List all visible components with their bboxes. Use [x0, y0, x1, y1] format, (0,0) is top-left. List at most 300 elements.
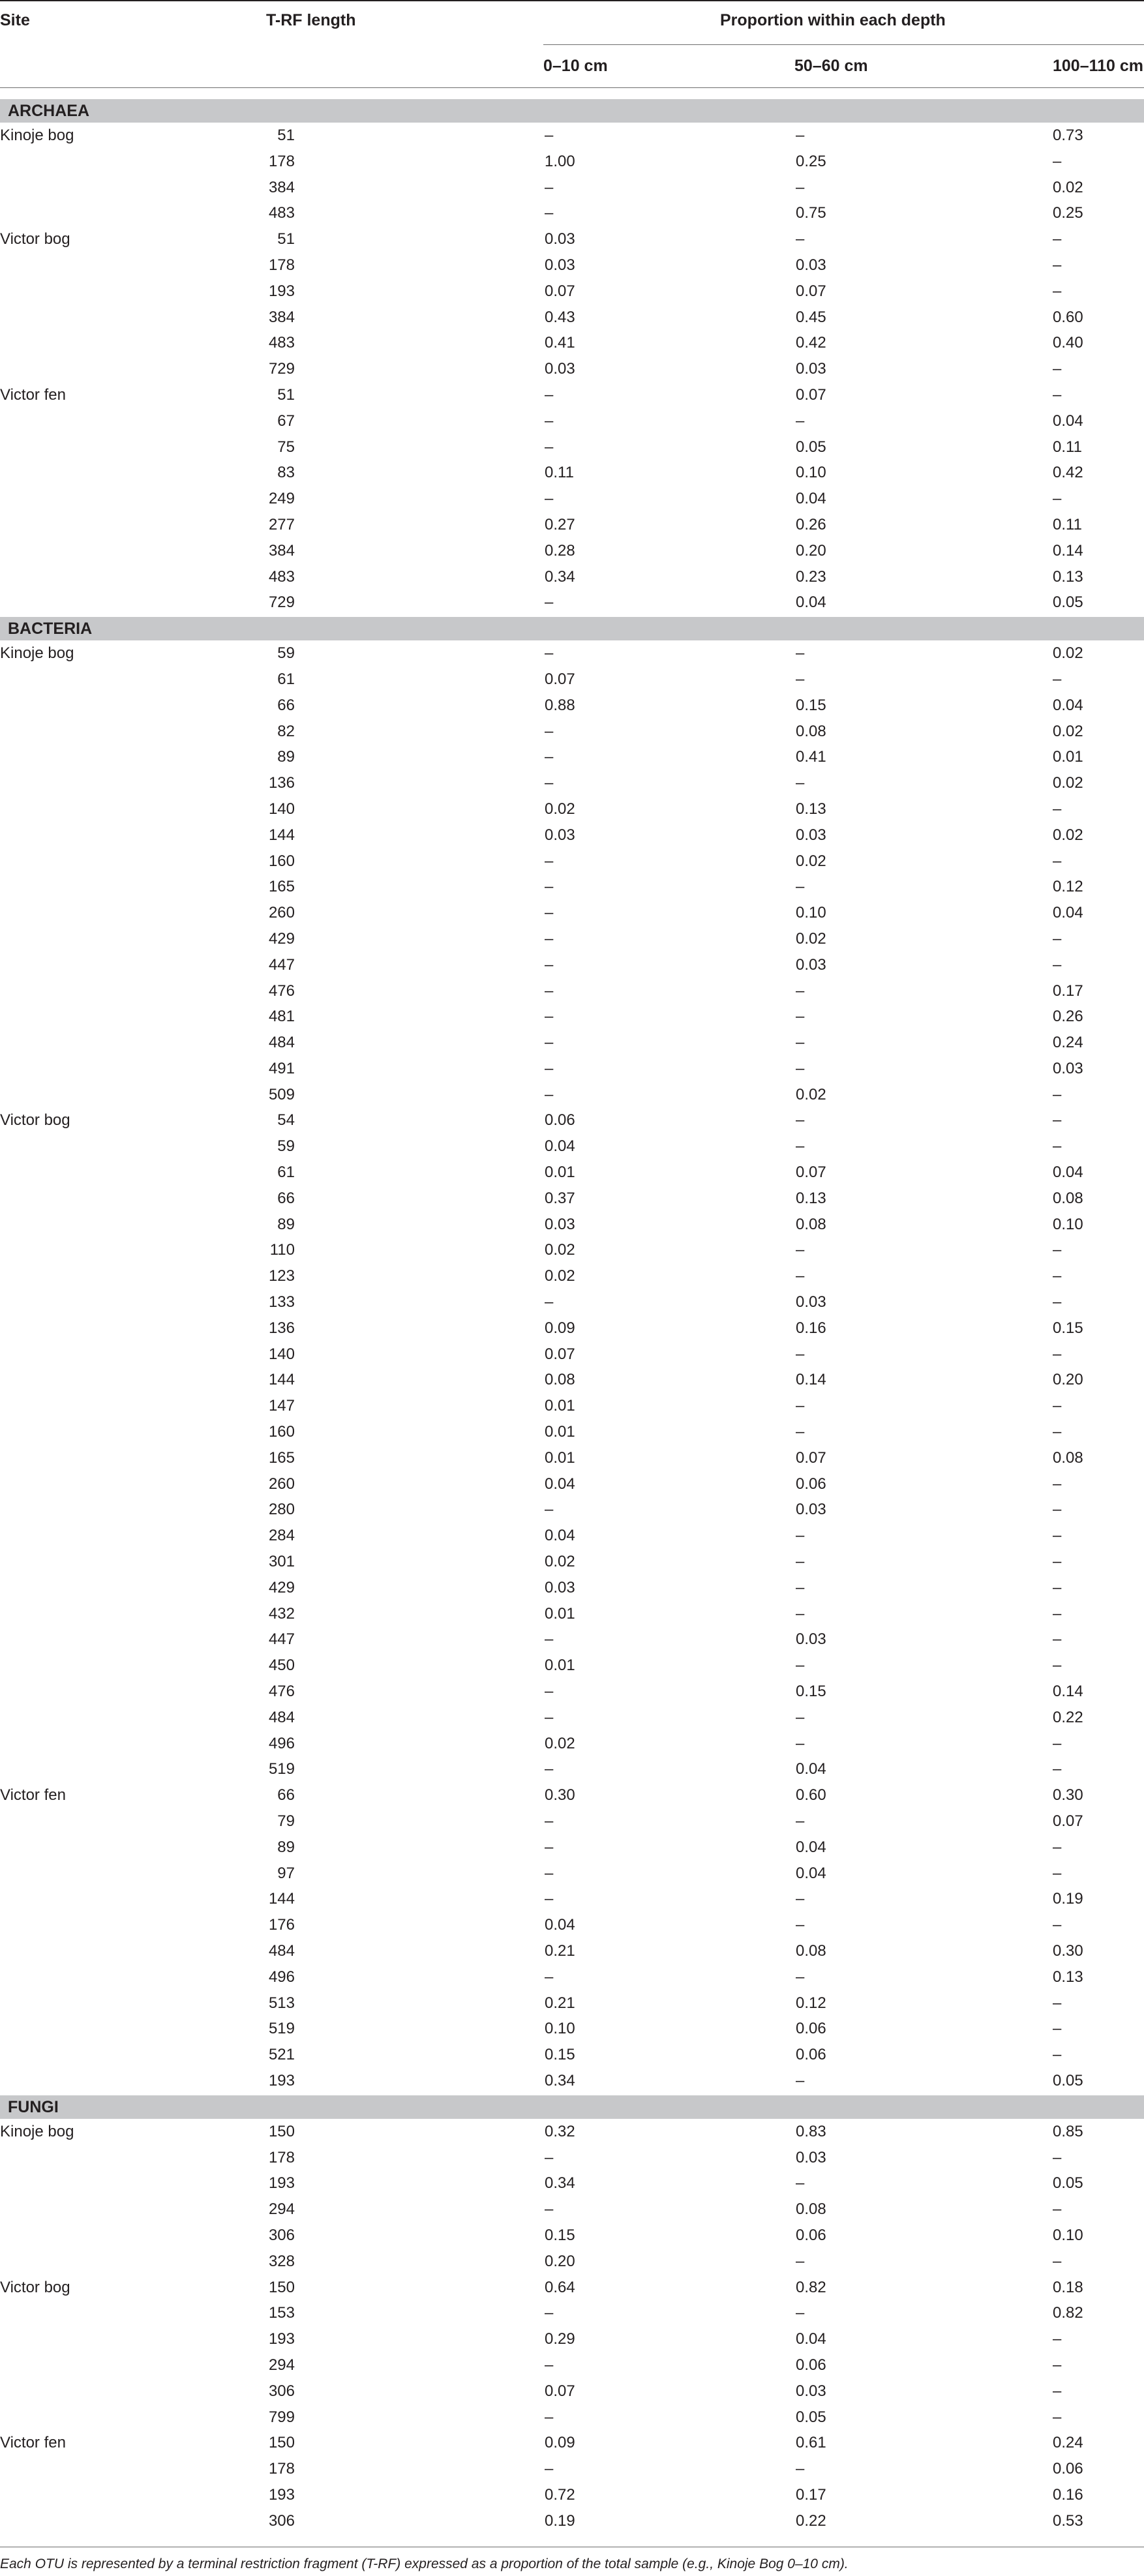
depth-50-60-cell: – [796, 644, 805, 663]
depth-0-10-cell: – [545, 1812, 554, 1830]
trf-length-cell: 306 [268, 2226, 295, 2244]
trf-length-cell: 147 [268, 1397, 295, 1415]
table-row [0, 1107, 1144, 1133]
trf-length-cell: 178 [268, 2148, 295, 2166]
depth-100-110-cell: – [1053, 2408, 1062, 2426]
trf-length-cell: 799 [268, 2408, 295, 2426]
table-row [0, 2352, 1144, 2378]
depth-0-10-cell: 0.72 [545, 2485, 575, 2504]
depth-0-10-cell: 0.02 [545, 1553, 575, 1571]
trf-length-cell: 484 [268, 1941, 295, 1960]
depth-50-60-cell: 0.75 [796, 204, 826, 222]
depth-50-60-cell: – [796, 1708, 805, 1726]
depth-100-110-cell: – [1053, 1397, 1062, 1415]
table-row [0, 149, 1144, 175]
table-row [0, 770, 1144, 796]
depth-50-60-cell: – [796, 1527, 805, 1545]
depth-0-10-cell: 0.08 [545, 1371, 575, 1389]
depth-50-60-cell: – [796, 1423, 805, 1441]
depth-50-60-cell: 0.06 [796, 2356, 826, 2374]
section-band-archaea: ARCHAEA [0, 99, 1144, 123]
depth-0-10-cell: 0.30 [545, 1786, 575, 1805]
table-row [0, 2378, 1144, 2404]
depth-50-60-cell: – [796, 878, 805, 896]
depth-0-10-cell: 0.07 [545, 1345, 575, 1363]
depth-0-10-cell: 0.19 [545, 2511, 575, 2530]
trf-length-cell: 150 [268, 2122, 295, 2140]
depth-50-60-cell: 0.22 [796, 2511, 826, 2530]
depth-100-110-cell: – [1053, 385, 1062, 404]
depth-50-60-cell: – [796, 1111, 805, 1130]
table-row [0, 2456, 1144, 2482]
table-row [0, 356, 1144, 382]
depth-100-110-cell: – [1053, 1630, 1062, 1649]
table-row [0, 796, 1144, 822]
table-row [0, 2275, 1144, 2301]
depth-0-10-cell: 0.11 [545, 464, 574, 482]
table-row [0, 1964, 1144, 1990]
depth-0-10-cell: – [545, 1059, 554, 1077]
depth-100-110-cell: – [1053, 230, 1062, 248]
trf-length-cell: 193 [268, 2071, 295, 2089]
depth-50-60-cell: 0.03 [796, 360, 826, 378]
depth-50-60-cell: – [796, 2252, 805, 2270]
trf-length-cell: 75 [277, 438, 295, 456]
depth-50-60-cell: 0.17 [796, 2485, 826, 2504]
trf-length-cell: 384 [268, 308, 295, 326]
depth-100-110-cell: 0.22 [1053, 1708, 1083, 1726]
depth-50-60-cell: 0.04 [796, 593, 826, 612]
depth-50-60-cell: – [796, 1059, 805, 1077]
depth-50-60-cell: – [796, 1397, 805, 1415]
site-cell: Victor fen [0, 1786, 66, 1805]
depth-header-rule [543, 44, 1144, 45]
depth-0-10-cell: 0.43 [545, 308, 575, 326]
table-row [0, 486, 1144, 512]
depth-100-110-cell: – [1053, 1293, 1062, 1311]
depth-0-10-cell: – [545, 981, 554, 1000]
depth-100-110-cell: 0.04 [1053, 1163, 1083, 1182]
depth-100-110-cell: – [1053, 1578, 1062, 1596]
table-row [0, 1679, 1144, 1705]
trf-length-cell: 61 [277, 1163, 295, 1182]
depth-50-60-cell: 0.04 [796, 1760, 826, 1778]
depth-50-60-cell: 0.61 [796, 2434, 826, 2452]
depth-100-110-cell: 0.19 [1053, 1890, 1083, 1908]
depth-50-60-cell: – [796, 1553, 805, 1571]
depth-0-10-cell: 0.15 [545, 2226, 575, 2244]
site-cell: Victor fen [0, 385, 66, 404]
depth-50-60-cell: 0.15 [796, 696, 826, 714]
depth-50-60-cell: 0.06 [796, 2226, 826, 2244]
depth-100-110-cell: – [1053, 852, 1062, 870]
trf-length-cell: 193 [268, 282, 295, 300]
site-cell: Kinoje bog [0, 2122, 74, 2140]
proportion-header: Proportion within each depth [720, 11, 946, 29]
depth-100-110-cell: – [1053, 1838, 1062, 1856]
depth-100-110-cell: – [1053, 1760, 1062, 1778]
depth-50-60-cell: – [796, 1734, 805, 1752]
depth-0-10-cell: 0.02 [545, 1734, 575, 1752]
trf-length-cell: 97 [277, 1864, 295, 1882]
depth-50-60-cell: 0.10 [796, 464, 826, 482]
depth-50-60-cell: – [796, 981, 805, 1000]
depth-100-110-cell: 0.53 [1053, 2511, 1083, 2530]
depth-100-110-cell: 0.03 [1053, 1059, 1083, 1077]
table-row [0, 2508, 1144, 2534]
depth-100-110-cell: – [1053, 282, 1062, 300]
depth-50-60-cell: – [796, 1034, 805, 1052]
trf-length-cell: 193 [268, 2330, 295, 2348]
depth-0-10-cell: – [545, 1501, 554, 1519]
table-row [0, 2223, 1144, 2249]
trf-length-cell: 89 [277, 748, 295, 766]
depth-50-60-cell: 0.03 [796, 2382, 826, 2400]
table-row [0, 822, 1144, 848]
table-row [0, 512, 1144, 538]
depth-0-10-cell: 0.29 [545, 2330, 575, 2348]
depth-50-60-cell: 0.03 [796, 955, 826, 974]
trf-length-cell: 429 [268, 1578, 295, 1596]
trf-column-header: T-RF length [266, 11, 356, 29]
depth-0-10-cell: 0.02 [545, 1241, 575, 1259]
depth-100-110-cell: 0.02 [1053, 178, 1083, 196]
trf-length-cell: 328 [268, 2252, 295, 2270]
trf-length-cell: 481 [268, 1008, 295, 1026]
table-row [0, 926, 1144, 952]
table-row [0, 1212, 1144, 1238]
trf-length-cell: 165 [268, 1448, 295, 1467]
table-row [0, 1315, 1144, 1341]
trf-length-cell: 140 [268, 800, 295, 818]
depth-100-110-cell: – [1053, 929, 1062, 948]
trf-length-cell: 89 [277, 1838, 295, 1856]
trf-length-cell: 66 [277, 1189, 295, 1207]
depth-0-10-cell: – [545, 1968, 554, 1986]
depth-50-60-cell: 0.82 [796, 2278, 826, 2296]
depth-100-110-cell: – [1053, 490, 1062, 508]
table-row [0, 1341, 1144, 1368]
depth-0-10-cell: 0.28 [545, 541, 575, 560]
depth-50-60-cell: – [796, 1916, 805, 1934]
depth-100-110-cell: 0.06 [1053, 2460, 1083, 2478]
trf-length-cell: 483 [268, 334, 295, 352]
table-row [0, 408, 1144, 434]
table-row [0, 1549, 1144, 1575]
trf-length-cell: 496 [268, 1968, 295, 1986]
depth-50-60-cell: 0.23 [796, 567, 826, 586]
table-row [0, 1990, 1144, 2016]
depth-50-60-cell: 0.06 [796, 1475, 826, 1493]
depth-100-110-cell: 0.11 [1053, 438, 1082, 456]
trf-length-cell: 59 [277, 1137, 295, 1156]
depth-50-60-cell: 0.13 [796, 800, 826, 818]
depth-100-110-cell: – [1053, 1734, 1062, 1752]
table-row [0, 952, 1144, 978]
table-row [0, 1237, 1144, 1263]
trf-length-cell: 483 [268, 567, 295, 586]
table-row [0, 2170, 1144, 2196]
table-row [0, 2326, 1144, 2352]
table-row [0, 848, 1144, 875]
site-cell: Victor fen [0, 2434, 66, 2452]
table-row [0, 538, 1144, 564]
depth-50-60-cell: 0.04 [796, 2330, 826, 2348]
trf-length-cell: 67 [277, 412, 295, 430]
trf-length-cell: 496 [268, 1734, 295, 1752]
depth-0-10-cell: 0.37 [545, 1189, 575, 1207]
depth-100-110-cell: 0.05 [1053, 593, 1083, 612]
trf-length-cell: 83 [277, 464, 295, 482]
depth-0-10-cell: – [545, 929, 554, 948]
depth-0-10-cell: 0.04 [545, 1475, 575, 1493]
trf-length-cell: 521 [268, 2046, 295, 2064]
depth-0-10-cell: – [545, 438, 554, 456]
depth-100-110-cell: – [1053, 1527, 1062, 1545]
table-row [0, 1497, 1144, 1523]
table-row [0, 2300, 1144, 2326]
depth-100-110-cell: 0.08 [1053, 1189, 1083, 1207]
trf-length-cell: 144 [268, 826, 295, 844]
depth-0-10-cell: – [545, 178, 554, 196]
depth-50-60-cell: – [796, 127, 805, 144]
depth-0-10-cell: – [545, 2304, 554, 2322]
depth-100-110-cell: – [1053, 1553, 1062, 1571]
depth-100-110-cell: 0.10 [1053, 1215, 1083, 1233]
depth-0-10-cell: – [545, 1890, 554, 1908]
table-row [0, 874, 1144, 900]
depth-50-60-cell: – [796, 670, 805, 688]
trf-length-cell: 160 [268, 1423, 295, 1441]
depth-100-110-cell: 0.17 [1053, 981, 1083, 1000]
table-row [0, 1367, 1144, 1393]
depth-100-110-cell: 0.73 [1053, 127, 1083, 144]
depth-0-10-cell: – [545, 412, 554, 430]
depth-50-60-cell: 0.07 [796, 1448, 826, 1467]
table-row [0, 1419, 1144, 1445]
depth-100-110-cell: 0.08 [1053, 1448, 1083, 1467]
depth-50-60-cell: 0.15 [796, 1683, 826, 1701]
depth-0-10-cell: 0.03 [545, 256, 575, 274]
depth-100-110-cell: 0.40 [1053, 334, 1083, 352]
depth-100-110-cell: 0.01 [1053, 748, 1083, 766]
table-row [0, 900, 1144, 926]
table-row [0, 1082, 1144, 1108]
depth-100-110-cell: – [1053, 360, 1062, 378]
depth-50-60-cell: 0.20 [796, 541, 826, 560]
depth-100-110-cell: 0.24 [1053, 1034, 1083, 1052]
table-row [0, 1731, 1144, 1757]
depth-100-110-cell: 0.13 [1053, 567, 1083, 586]
trf-length-cell: 306 [268, 2511, 295, 2530]
table-row [0, 1004, 1144, 1030]
depth-0-10-cell: 0.03 [545, 1215, 575, 1233]
depth-0-10-cell: – [545, 490, 554, 508]
depth-50-60-cell: 0.02 [796, 1085, 826, 1103]
depth-0-10-cell: – [545, 2356, 554, 2374]
depth-0-10-cell: – [545, 1838, 554, 1856]
table-row [0, 2249, 1144, 2275]
depth-50-60-cell: – [796, 2460, 805, 2478]
trf-length-cell: 176 [268, 1916, 295, 1934]
table-row [0, 2482, 1144, 2508]
table-row [0, 1289, 1144, 1315]
header-bottom-rule [0, 87, 1144, 88]
table-row [0, 305, 1144, 331]
depth-100-110-cell: 0.11 [1053, 515, 1082, 533]
depth-100-110-cell: 0.02 [1053, 722, 1083, 740]
site-cell: Kinoje bog [0, 127, 74, 144]
depth-50-60-cell: 0.08 [796, 722, 826, 740]
depth-0-10-cell: – [545, 385, 554, 404]
depth-header-50-60: 50–60 cm [794, 57, 868, 75]
depth-100-110-cell: 0.14 [1053, 1683, 1083, 1701]
trf-length-cell: 294 [268, 2200, 295, 2219]
depth-0-10-cell: – [545, 1683, 554, 1701]
depth-0-10-cell: – [545, 722, 554, 740]
trf-length-cell: 729 [268, 593, 295, 612]
depth-0-10-cell: 0.34 [545, 567, 575, 586]
trf-length-cell: 140 [268, 1345, 295, 1363]
trf-length-cell: 123 [268, 1267, 295, 1285]
depth-50-60-cell: – [796, 1008, 805, 1026]
depth-100-110-cell: 0.26 [1053, 1008, 1083, 1026]
depth-0-10-cell: 0.15 [545, 2046, 575, 2064]
depth-50-60-cell: 0.03 [796, 826, 826, 844]
trf-length-cell: 89 [277, 1215, 295, 1233]
table-row [0, 564, 1144, 590]
table-row [0, 1653, 1144, 1679]
trf-length-cell: 82 [277, 722, 295, 740]
depth-0-10-cell: 0.41 [545, 334, 575, 352]
trf-length-cell: 476 [268, 1683, 295, 1701]
table-row [0, 640, 1144, 666]
depth-50-60-cell: 0.06 [796, 2020, 826, 2038]
depth-header-0-10: 0–10 cm [543, 57, 608, 75]
depth-0-10-cell: 0.32 [545, 2122, 575, 2140]
trf-length-cell: 280 [268, 1501, 295, 1519]
depth-100-110-cell: 0.20 [1053, 1371, 1083, 1389]
trf-length-cell: 277 [268, 515, 295, 533]
trf-length-cell: 66 [277, 1786, 295, 1805]
depth-100-110-cell: 0.14 [1053, 541, 1083, 560]
table-row [0, 2196, 1144, 2223]
depth-0-10-cell: – [545, 1708, 554, 1726]
trf-length-cell: 150 [268, 2278, 295, 2296]
depth-100-110-cell: 0.16 [1053, 2485, 1083, 2504]
trf-length-cell: 133 [268, 1293, 295, 1311]
depth-50-60-cell: 0.08 [796, 1941, 826, 1960]
trf-length-cell: 178 [268, 2460, 295, 2478]
trf-length-cell: 384 [268, 541, 295, 560]
depth-0-10-cell: – [545, 2148, 554, 2166]
depth-0-10-cell: 0.02 [545, 1267, 575, 1285]
depth-0-10-cell: 0.01 [545, 1604, 575, 1623]
depth-50-60-cell: 0.03 [796, 1501, 826, 1519]
trf-length-cell: 306 [268, 2382, 295, 2400]
depth-50-60-cell: 0.13 [796, 1189, 826, 1207]
trf-length-cell: 51 [277, 127, 295, 144]
trf-length-cell: 301 [268, 1553, 295, 1571]
site-column-header: Site [0, 11, 30, 29]
table-row [0, 2404, 1144, 2431]
depth-0-10-cell: – [545, 644, 554, 663]
table-row [0, 2430, 1144, 2456]
depth-100-110-cell: – [1053, 2020, 1062, 2038]
depth-100-110-cell: 0.15 [1053, 1319, 1083, 1337]
depth-100-110-cell: 0.04 [1053, 696, 1083, 714]
table-row [0, 1601, 1144, 1627]
depth-100-110-cell: – [1053, 2252, 1062, 2270]
depth-50-60-cell: – [796, 1267, 805, 1285]
table-row [0, 1626, 1144, 1653]
depth-0-10-cell: 0.01 [545, 1163, 575, 1182]
depth-100-110-cell: – [1053, 2148, 1062, 2166]
depth-0-10-cell: 0.03 [545, 360, 575, 378]
table-row [0, 1912, 1144, 1938]
table-row [0, 2119, 1144, 2145]
table-row [0, 1263, 1144, 1289]
site-cell: Kinoje bog [0, 644, 74, 663]
trf-length-cell: 729 [268, 360, 295, 378]
depth-100-110-cell: – [1053, 955, 1062, 974]
depth-0-10-cell: 0.09 [545, 1319, 575, 1337]
depth-0-10-cell: 0.06 [545, 1111, 575, 1130]
depth-0-10-cell: 0.88 [545, 696, 575, 714]
depth-100-110-cell: 0.42 [1053, 464, 1083, 482]
table-top-rule [0, 0, 1144, 1]
depth-100-110-cell: 0.04 [1053, 904, 1083, 922]
depth-0-10-cell: – [545, 127, 554, 144]
depth-50-60-cell: 0.04 [796, 1864, 826, 1882]
depth-0-10-cell: – [545, 1864, 554, 1882]
depth-100-110-cell: – [1053, 1111, 1062, 1130]
trf-length-cell: 519 [268, 1760, 295, 1778]
table-row [0, 1030, 1144, 1056]
section-band-fungi: FUNGI [0, 2095, 1144, 2119]
table-row [0, 434, 1144, 460]
depth-0-10-cell: 0.07 [545, 2382, 575, 2400]
depth-0-10-cell: 0.07 [545, 670, 575, 688]
table-row [0, 1886, 1144, 1912]
depth-0-10-cell: 0.07 [545, 282, 575, 300]
depth-header-100-110: 100–110 cm [1053, 57, 1144, 75]
depth-100-110-cell: 0.82 [1053, 2304, 1083, 2322]
trf-length-cell: 144 [268, 1890, 295, 1908]
depth-0-10-cell: 0.02 [545, 800, 575, 818]
depth-100-110-cell: 0.10 [1053, 2226, 1083, 2244]
depth-100-110-cell: 0.25 [1053, 204, 1083, 222]
depth-0-10-cell: 0.27 [545, 515, 575, 533]
depth-50-60-cell: 0.10 [796, 904, 826, 922]
depth-100-110-cell: 0.24 [1053, 2434, 1083, 2452]
depth-50-60-cell: – [796, 412, 805, 430]
depth-0-10-cell: 0.64 [545, 2278, 575, 2296]
trf-length-cell: 59 [277, 644, 295, 663]
trf-length-cell: 150 [268, 2434, 295, 2452]
depth-0-10-cell: 0.04 [545, 1137, 575, 1156]
trf-length-cell: 160 [268, 852, 295, 870]
depth-0-10-cell: 0.10 [545, 2020, 575, 2038]
table-row [0, 590, 1144, 616]
trf-length-cell: 136 [268, 1319, 295, 1337]
table-row [0, 1133, 1144, 1160]
depth-50-60-cell: 0.05 [796, 438, 826, 456]
depth-100-110-cell: – [1053, 152, 1062, 170]
trf-length-cell: 509 [268, 1085, 295, 1103]
depth-50-60-cell: – [796, 774, 805, 792]
depth-50-60-cell: – [796, 1968, 805, 1986]
